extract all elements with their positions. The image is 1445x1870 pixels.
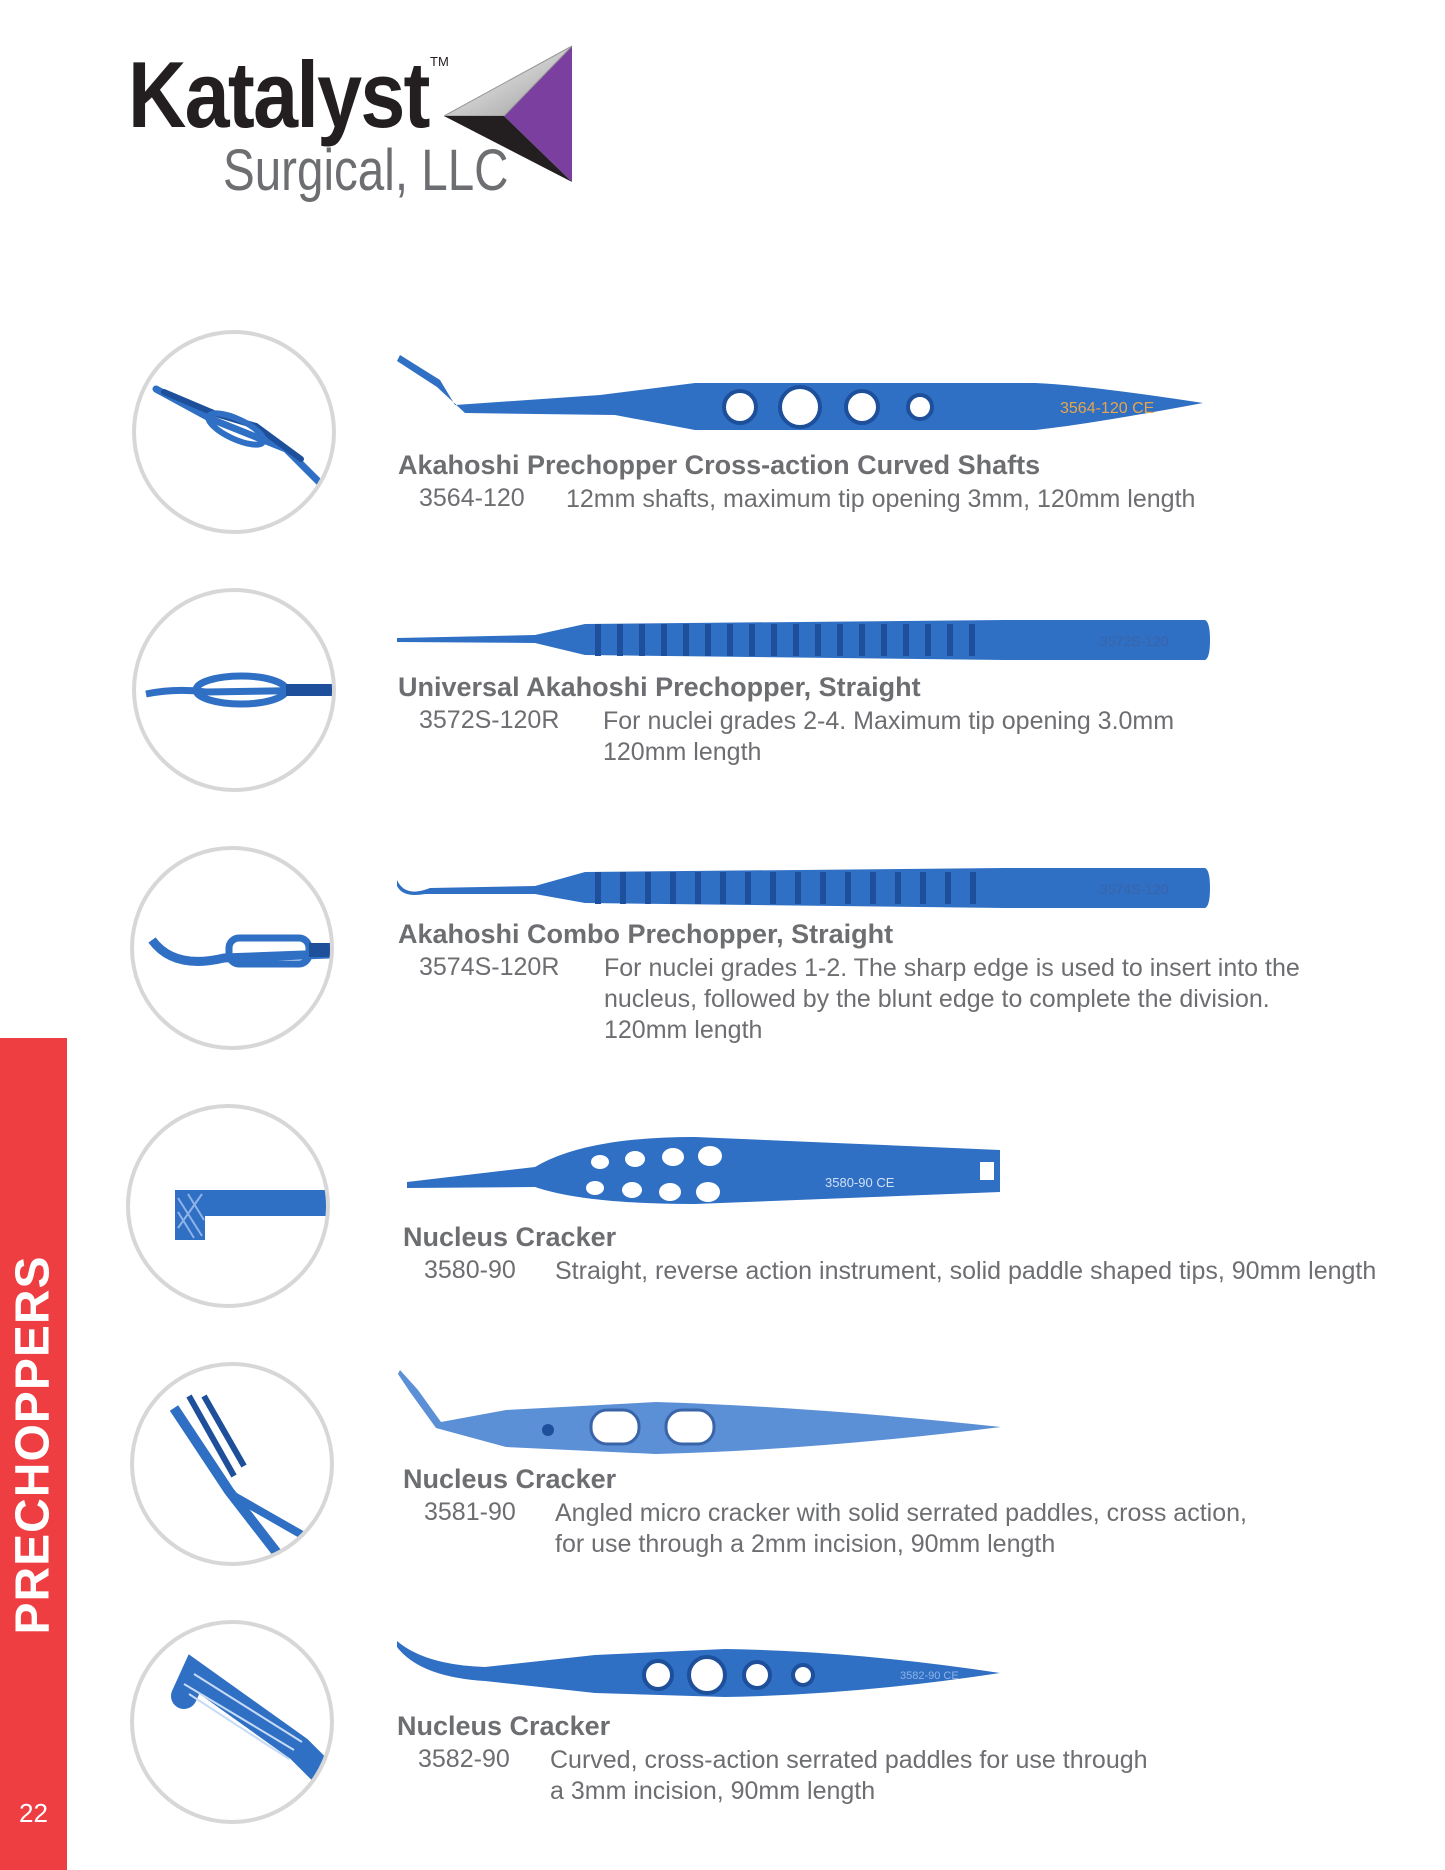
product-tip-closeup [132,330,336,534]
instrument-engraving: 3572S-120 [1100,633,1169,649]
description-line: for use through a 2mm incision, 90mm length [555,1530,1056,1558]
product-title: Nucleus Cracker [403,1464,617,1494]
product-description [550,1745,1148,1807]
section-label: PRECHOPPERS [6,1255,60,1635]
description-line: For nuclei grades 2-4. Maximum tip opening 3.0mm [603,707,1175,735]
description-line: nucleus, followed by the blunt edge to complete the division. [604,985,1270,1013]
product-title: Akahoshi Prechopper Cross-action Curved Shafts [398,450,1041,480]
instrument-engraving: 3582-90 CE [900,1670,959,1682]
product-code: 3581-90 [424,1498,516,1526]
brand-name: Katalyst [128,42,429,147]
product-description [555,1256,1376,1287]
product-instrument-image [395,858,1210,918]
product-instrument-image [395,1635,1005,1715]
description-line: Straight, reverse action instrument, solid paddle shaped tips, 90mm length [555,1257,1377,1285]
description-line: a 3mm incision, 90mm length [550,1777,876,1805]
product-code: 3574S-120R [419,953,560,981]
product-code: 3572S-120R [419,706,560,734]
brand-trademark: TM [430,54,449,69]
product-code: 3582-90 [418,1745,510,1773]
page-number: 22 [19,1798,48,1828]
description-line: 120mm length [603,738,762,766]
instrument-engraving: 3564-120 CE [1060,400,1155,417]
product-title: Universal Akahoshi Prechopper, Straight [398,672,921,702]
instrument-engraving: 3574S-120 [1100,881,1169,897]
triangle-logo-icon [444,44,574,184]
product-tip-closeup [130,1620,334,1824]
description-line: For nuclei grades 1-2. The sharp edge is used to insert into the [604,954,1300,982]
product-description [604,953,1300,1046]
product-tip-closeup [126,1104,330,1308]
product-title: Akahoshi Combo Prechopper, Straight [398,919,894,949]
instrument-engraving: 3580-90 CE [825,1175,895,1190]
description-line: Angled micro cracker with solid serrated paddles, cross action, [555,1499,1247,1527]
product-description [603,706,1174,768]
brand-logo [128,40,588,210]
product-description [566,484,1195,515]
description-line: 12mm shafts, maximum tip opening 3mm, 120mm length [566,485,1196,513]
product-description [555,1498,1247,1560]
product-instrument-image [395,610,1210,670]
brand-subtitle: Surgical, LLC [223,138,509,203]
product-code: 3580-90 [424,1256,516,1284]
description-line: Curved, cross-action serrated paddles for use through [550,1746,1148,1774]
product-title: Nucleus Cracker [397,1711,611,1741]
product-instrument-image [396,1362,1006,1472]
product-title: Nucleus Cracker [403,1222,617,1252]
product-tip-closeup [132,588,336,792]
description-line: 120mm length [604,1016,763,1044]
product-tip-closeup [130,1362,334,1566]
product-tip-closeup [130,846,334,1050]
product-instrument-image [395,345,1205,445]
product-code: 3564-120 [419,484,525,512]
product-instrument-image [405,1132,1005,1212]
